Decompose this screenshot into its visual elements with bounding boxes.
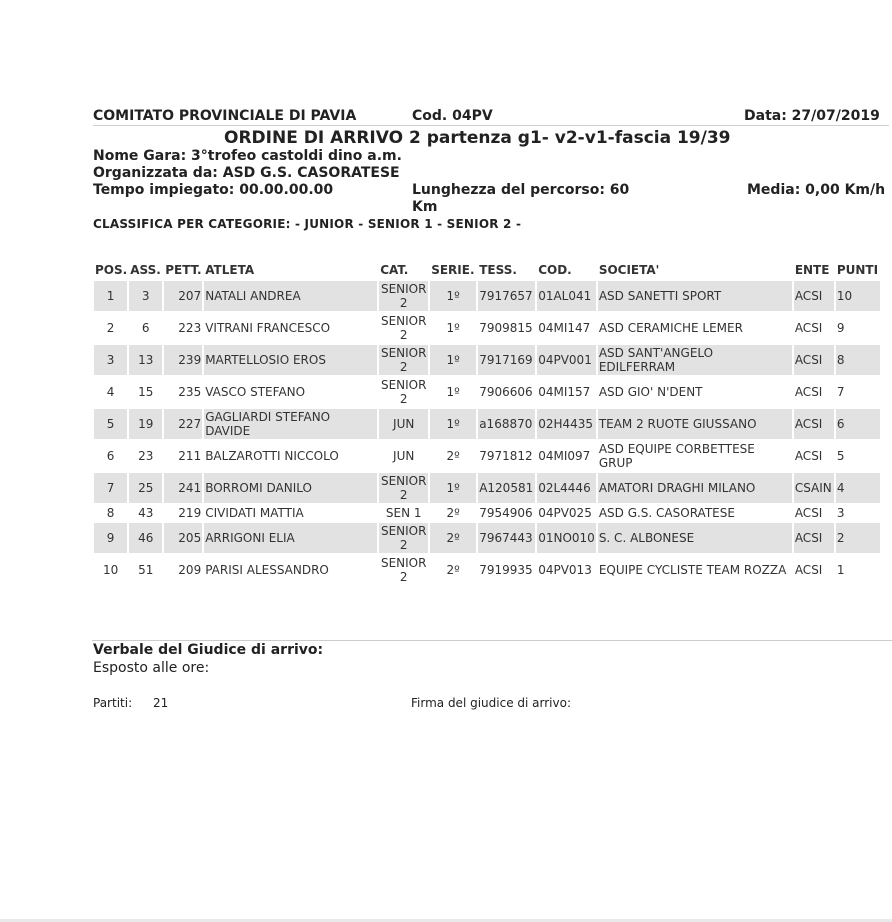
cell-pett: 219	[164, 505, 202, 521]
col-header-pos: POS.	[95, 263, 128, 277]
cell-ente: ACSI	[794, 281, 834, 311]
cell-cod: 04PV013	[537, 555, 596, 585]
cell-pett: 239	[164, 345, 202, 375]
cell-atleta: CIVIDATI MATTIA	[204, 505, 377, 521]
cell-pos: 4	[94, 377, 127, 407]
time-used: Tempo impiegato: 00.00.00.00	[93, 182, 334, 198]
table-row	[94, 377, 880, 407]
event-code: Cod. 04PV	[412, 108, 493, 124]
cell-ass: 6	[129, 313, 162, 343]
results-table	[92, 260, 882, 587]
cell-ass: 19	[129, 409, 162, 439]
cell-cat: SENIOR 2	[380, 282, 427, 310]
table-row	[94, 409, 880, 439]
table-header-row	[94, 262, 880, 279]
cell-punti: 8	[836, 345, 880, 375]
col-header-punti: PUNTI	[836, 263, 879, 277]
cell-ente: ACSI	[794, 409, 834, 439]
cell-cat: JUN	[379, 441, 428, 471]
cell-societa: ASD SANETTI SPORT	[598, 281, 792, 311]
cell-tess: A120581	[478, 473, 535, 503]
table-row	[94, 281, 880, 311]
cell-atleta: NATALI ANDREA	[204, 281, 377, 311]
cell-punti: 2	[836, 523, 880, 553]
cell-ente: ACSI	[794, 313, 834, 343]
organizer: Organizzata da: ASD G.S. CASORATESE	[93, 165, 400, 181]
firma-label: Firma del giudice di arrivo:	[411, 696, 571, 710]
cell-cod: 01AL041	[537, 281, 596, 311]
cell-serie: 1º	[430, 281, 476, 311]
cell-ass: 3	[129, 281, 162, 311]
cell-ente: ACSI	[794, 441, 834, 471]
cell-ass: 46	[129, 523, 162, 553]
cell-atleta: VITRANI FRANCESCO	[204, 313, 377, 343]
cell-atleta: PARISI ALESSANDRO	[204, 555, 377, 585]
cell-punti: 9	[836, 313, 880, 343]
cell-cod: 04MI147	[537, 313, 596, 343]
cell-cat: SENIOR 2	[380, 524, 427, 552]
cell-societa: ASD CERAMICHE LEMER	[598, 313, 792, 343]
cell-cod: 04PV001	[537, 345, 596, 375]
cell-pos: 6	[94, 441, 127, 471]
cell-cat: SENIOR 2	[380, 346, 427, 374]
cell-societa: TEAM 2 RUOTE GIUSSANO	[598, 409, 792, 439]
cell-serie: 2º	[430, 523, 476, 553]
cell-punti: 4	[836, 473, 880, 503]
cell-atleta: VASCO STEFANO	[204, 377, 377, 407]
cell-cat: JUN	[379, 409, 428, 439]
cell-cod: 04MI157	[537, 377, 596, 407]
cell-serie: 2º	[430, 505, 476, 521]
cell-ente: CSAIN	[794, 473, 834, 503]
cell-cod: 02L4446	[537, 473, 596, 503]
cell-tess: 7917657	[478, 281, 535, 311]
cell-ass: 13	[129, 345, 162, 375]
cell-ente: ACSI	[794, 523, 834, 553]
cell-tess: 7971812	[478, 441, 535, 471]
cell-tess: 7909815	[478, 313, 535, 343]
cell-tess: 7906606	[478, 377, 535, 407]
cell-punti: 1	[836, 555, 880, 585]
col-header-atleta: ATLETA	[205, 263, 255, 277]
col-header-cod: COD.	[538, 263, 572, 277]
cell-ass: 51	[129, 555, 162, 585]
table-row	[94, 313, 880, 343]
cell-pos: 7	[94, 473, 127, 503]
cell-ente: ACSI	[794, 505, 834, 521]
col-header-pett: PETT.	[165, 263, 202, 277]
cell-serie: 1º	[430, 473, 476, 503]
cell-cat: SENIOR 2	[380, 474, 427, 502]
cell-cat: SENIOR 2	[380, 556, 427, 584]
cell-pett: 207	[164, 281, 202, 311]
cell-pos: 2	[94, 313, 127, 343]
cell-atleta: BORROMI DANILO	[204, 473, 377, 503]
cell-pett: 205	[164, 523, 202, 553]
cell-pett: 209	[164, 555, 202, 585]
col-header-societa: SOCIETA'	[598, 263, 660, 277]
cell-ass: 15	[129, 377, 162, 407]
cell-punti: 10	[836, 281, 880, 311]
race-name: Nome Gara: 3°trofeo castoldi dino a.m.	[93, 148, 402, 164]
page-title: ORDINE DI ARRIVO 2 partenza g1- v2-v1-fascia 19/39	[224, 128, 731, 148]
cell-serie: 1º	[430, 409, 476, 439]
table-row	[94, 473, 880, 503]
col-header-ass: ASS.	[130, 263, 161, 277]
cell-tess: 7917169	[478, 345, 535, 375]
cell-atleta: BALZAROTTI NICCOLO	[204, 441, 377, 471]
table-row	[94, 345, 880, 375]
cell-pett: 211	[164, 441, 202, 471]
cell-tess: a168870	[478, 409, 535, 439]
cell-pos: 9	[94, 523, 127, 553]
header-rule	[93, 125, 889, 126]
average-speed: Media: 0,00 Km/h	[747, 182, 886, 198]
cell-ente: ACSI	[794, 555, 834, 585]
event-date: Data: 27/07/2019	[744, 108, 880, 124]
cell-societa: S. C. ALBONESE	[598, 523, 792, 553]
cell-ass: 43	[129, 505, 162, 521]
col-header-cat: CAT.	[380, 263, 409, 277]
cell-pett: 241	[164, 473, 202, 503]
cell-ass: 25	[129, 473, 162, 503]
categories-line: CLASSIFICA PER CATEGORIE: - JUNIOR - SENIOR 1 - SENIOR 2 -	[93, 217, 522, 231]
cell-pett: 227	[164, 409, 202, 439]
cell-serie: 1º	[430, 313, 476, 343]
cell-serie: 2º	[430, 555, 476, 585]
cell-pett: 235	[164, 377, 202, 407]
cell-ass: 23	[129, 441, 162, 471]
cell-societa: ASD GIO' N'DENT	[598, 377, 792, 407]
cell-societa: ASD SANT'ANGELO EDILFERRAM	[598, 345, 792, 375]
table-row	[94, 505, 880, 521]
course-length: Lunghezza del percorso: 60	[412, 182, 630, 198]
table-row	[94, 523, 880, 553]
cell-societa: AMATORI DRAGHI MILANO	[598, 473, 792, 503]
cell-cat: SEN 1	[379, 505, 428, 521]
cell-pett: 223	[164, 313, 202, 343]
footer-rule	[92, 640, 892, 641]
cell-pos: 5	[94, 409, 127, 439]
col-header-serie: SERIE.	[431, 263, 475, 277]
cell-tess: 7919935	[478, 555, 535, 585]
cell-cod: 02H4435	[537, 409, 596, 439]
cell-pos: 3	[94, 345, 127, 375]
cell-cod: 01NO010	[537, 523, 596, 553]
cell-pos: 1	[94, 281, 127, 311]
col-header-tess: TESS.	[479, 263, 517, 277]
cell-societa: ASD EQUIPE CORBETTESE GRUP	[598, 441, 792, 471]
cell-cat: SENIOR 2	[380, 378, 427, 406]
verbale-label: Verbale del Giudice di arrivo:	[93, 642, 324, 658]
table-row	[94, 441, 880, 471]
cell-pos: 10	[94, 555, 127, 585]
cell-tess: 7954906	[478, 505, 535, 521]
cell-punti: 3	[836, 505, 880, 521]
cell-cod: 04PV025	[537, 505, 596, 521]
cell-pos: 8	[94, 505, 127, 521]
table-row	[94, 555, 880, 585]
cell-societa: EQUIPE CYCLISTE TEAM ROZZA	[598, 555, 792, 585]
esposto-label: Esposto alle ore:	[93, 660, 210, 676]
cell-tess: 7967443	[478, 523, 535, 553]
committee-name: COMITATO PROVINCIALE DI PAVIA	[93, 108, 357, 124]
cell-societa: ASD G.S. CASORATESE	[598, 505, 792, 521]
cell-serie: 2º	[430, 441, 476, 471]
cell-atleta: ARRIGONI ELIA	[204, 523, 377, 553]
cell-ente: ACSI	[794, 345, 834, 375]
cell-ente: ACSI	[794, 377, 834, 407]
course-length-unit: Km	[412, 199, 438, 215]
cell-atleta: GAGLIARDI STEFANO DAVIDE	[204, 409, 377, 439]
cell-serie: 1º	[430, 345, 476, 375]
col-header-ente: ENTE	[794, 263, 830, 277]
cell-cod: 04MI097	[537, 441, 596, 471]
cell-serie: 1º	[430, 377, 476, 407]
partiti-value: 21	[153, 696, 169, 710]
cell-punti: 7	[836, 377, 880, 407]
cell-cat: SENIOR 2	[380, 314, 427, 342]
cell-punti: 5	[836, 441, 880, 471]
cell-punti: 6	[836, 409, 880, 439]
cell-atleta: MARTELLOSIO EROS	[204, 345, 377, 375]
partiti-label: Partiti:	[93, 696, 133, 710]
